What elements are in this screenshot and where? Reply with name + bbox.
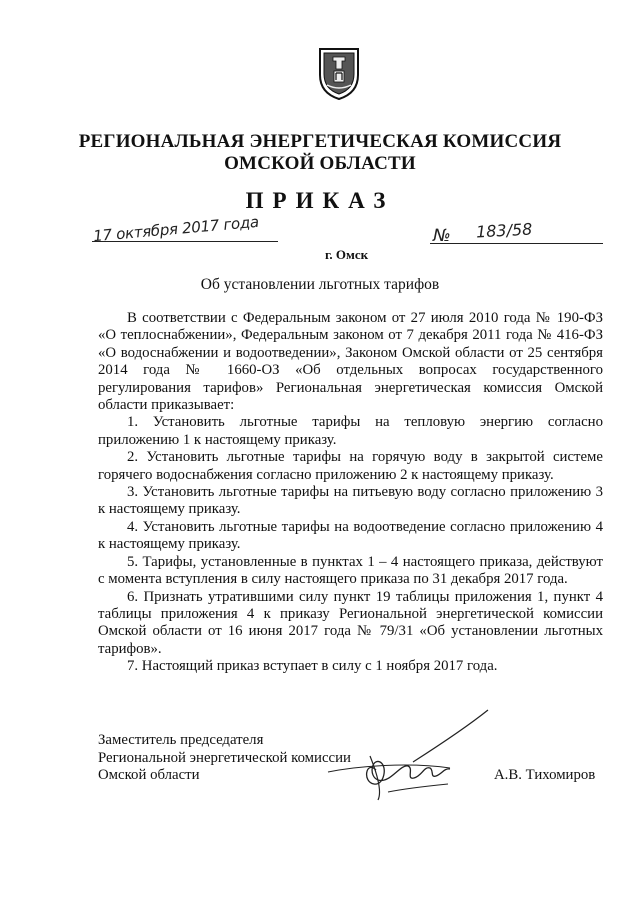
- order-body: [98, 310, 603, 676]
- signatory-title-line3: Омской области: [98, 767, 200, 783]
- number-underline: [430, 243, 603, 244]
- document-type-title: ПРИКАЗ: [245, 188, 395, 213]
- order-item-5: 5. Тарифы, установленные в пунктах 1 – 4 настоящего приказа, действуют с момента вступления в силу настоящего приказа по 31 декабря 2017 года.: [98, 553, 603, 588]
- order-item-1: 1. Установить льготные тарифы на тепловую энергию согласно приложению 1 к настоящему приказу.: [98, 414, 603, 448]
- date-underline: [92, 241, 278, 242]
- handwritten-order-number: 183/58: [475, 219, 533, 242]
- omsk-coat-of-arms-icon: [317, 45, 361, 101]
- order-subject: Об установлении льготных тарифов: [200, 276, 440, 293]
- number-sign: №: [433, 226, 451, 246]
- order-item-4: 4. Установить льготные тарифы на водоотведение согласно приложению 4 к настоящему приказу.: [98, 518, 603, 553]
- handwritten-signature: [318, 706, 496, 802]
- order-item-7: 7. Настоящий приказ вступает в силу с 1 ноября 2017 года.: [127, 658, 498, 675]
- organization-name-line2: ОМСКОЙ ОБЛАСТИ: [224, 153, 416, 174]
- signatory-title-line1: Заместитель председателя: [98, 732, 264, 748]
- organization-name-line1: РЕГИОНАЛЬНАЯ ЭНЕРГЕТИЧЕСКАЯ КОМИССИЯ: [78, 131, 562, 152]
- handwritten-date: 17 октября 2017 года: [92, 212, 260, 246]
- signatory-title: [98, 732, 351, 785]
- signatory-title-line2: Региональной энергетической комиссии: [98, 749, 351, 766]
- preamble-paragraph: В соответствии с Федеральным законом от 27 июля 2010 года № 190-ФЗ «О теплоснабжении», Федеральным законом от 7 декабря 2011 года № 416-ФЗ «О водоснабжении и водоотведении», Законом Омской области от 25 сентября 2014 года № 1660-ОЗ «Об отдельных вопросах государственного регулирования тарифов» Региональная энергетическая комиссия Омской области приказывает:: [98, 310, 603, 414]
- city-label: г. Омск: [325, 247, 369, 262]
- order-item-2: 2. Установить льготные тарифы на горячую воду в закрытой системе горячего водоснабжения согласно приложению 2 к настоящему приказу.: [98, 449, 603, 483]
- order-item-3: 3. Установить льготные тарифы на питьевую воду согласно приложению 3 к настоящему приказу.: [98, 484, 603, 518]
- order-item-6: 6. Признать утратившими силу пункт 19 таблицы приложения 1, пункт 4 таблицы приложения 4 к приказу Региональной энергетической комиссии Омской области от 16 июня 2017 года № 79/31 «Об установлении льготных тарифов».: [98, 588, 603, 657]
- signer-name: А.В. Тихомиров: [494, 767, 596, 783]
